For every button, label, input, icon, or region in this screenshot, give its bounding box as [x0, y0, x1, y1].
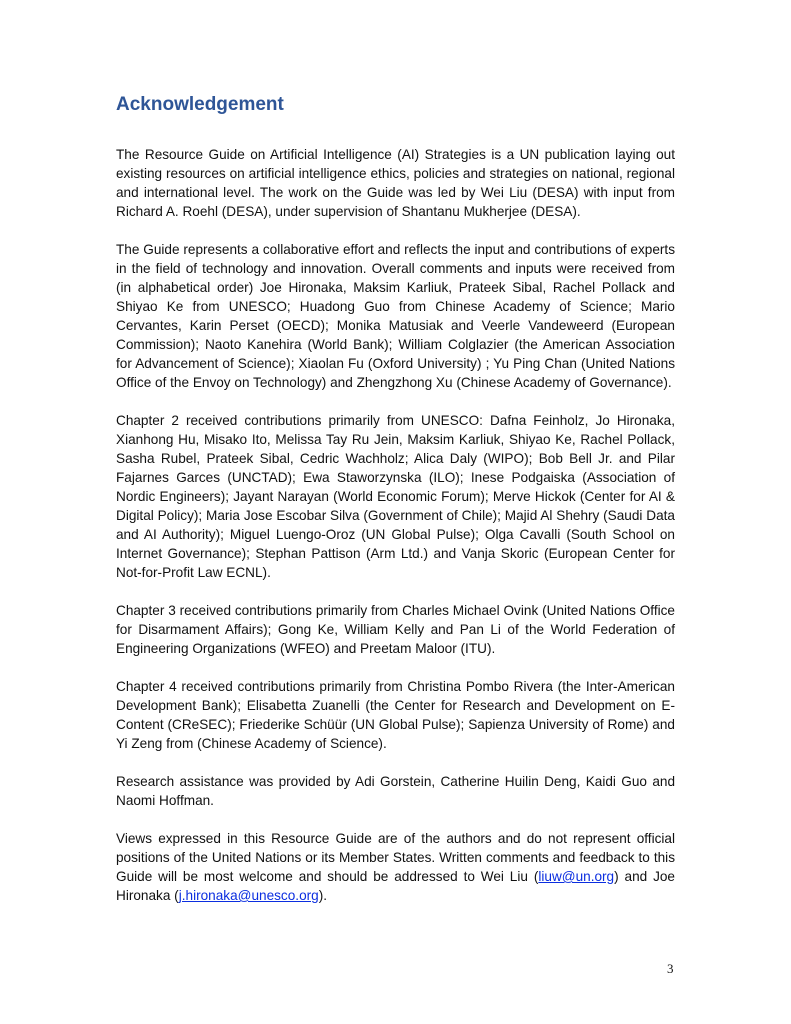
email-link-hironaka[interactable]: j.hironaka@unesco.org: [178, 888, 319, 903]
disclaimer-text-after: ).: [318, 888, 328, 903]
email-link-liuw[interactable]: liuw@un.org: [538, 869, 615, 884]
paragraph-intro: The Resource Guide on Artificial Intelligence (AI) Strategies is a UN publication laying out existing resources on artificial intelligence ethics, policies and strategies on national, regional and international level. The work on the Guide was led by Wei Liu (DESA) with input from Richard A. Roehl (DESA), under supervision of Shantanu Mukherjee (DESA).: [116, 147, 675, 219]
page-number: 3: [667, 961, 674, 976]
paragraph-chapter-4: Chapter 4 received contributions primarily from Christina Pombo Rivera (the Inter-American Development Bank); Elisabetta Zuanelli (the Center for Research and Development on E-Content (CReSEC); Friederike Schüür (UN Global Pulse); Sapienza University of Rome) and Yi Zeng from (Chinese Academy of Science).: [116, 679, 675, 751]
disclaimer-text-before: Views expressed in this Resource Guide are of the authors and do not represent official positions of the United Nations or its Member States. Written comments and feedback to this Guide will be most welcome and should be addressed to Wei Liu (: [116, 831, 675, 884]
paragraph-chapter-3: Chapter 3 received contributions primarily from Charles Michael Ovink (United Nations Office for Disarmament Affairs); Gong Ke, William Kelly and Pan Li of the World Federation of Engineering Organizations (WFEO) and Preetam Maloor (ITU).: [116, 603, 675, 656]
page-content: [116, 92, 675, 924]
paragraph-research-assistance: Research assistance was provided by Adi Gorstein, Catherine Huilin Deng, Kaidi Guo and Naomi Hoffman.: [116, 774, 675, 808]
paragraph-collaborators: The Guide represents a collaborative effort and reflects the input and contributions of experts in the field of technology and innovation. Overall comments and inputs were received from (in alphabetical order) Joe Hironaka, Maksim Karliuk, Prateek Sibal, Rachel Pollack and Shiyao Ke from UNESCO; Huadong Guo from Chinese Academy of Science; Mario Cervantes, Karin Perset (OECD); Monika Matusiak and Veerle Vandeweerd (European Commission); Naoto Kanehira (World Bank); William Colglazier (the American Association for Advancement of Science); Xiaolan Fu (Oxford University) ; Yu Ping Chan (United Nations Office of the Envoy on Technology) and Zhengzhong Xu (Chinese Academy of Governance).: [116, 242, 675, 390]
disclaimer-text-mid: ) and Joe Hironaka (: [116, 869, 675, 903]
paragraph-chapter-2: Chapter 2 received contributions primarily from UNESCO: Dafna Feinholz, Jo Hironaka, Xianhong Hu, Misako Ito, Melissa Tay Ru Jein, Maksim Karliuk, Shiyao Ke, Rachel Pollack, Sasha Rubel, Prateek Sibal, Cedric Wachholz; Alica Daly (WIPO); Bob Bell Jr. and Pilar Fajarnes Garces (UNCTAD); Ewa Staworzynska (ILO); Inese Podgaiska (Association of Nordic Engineers); Jayant Narayan (World Economic Forum); Merve Hickok (Center for AI & Digital Policy); Maria Jose Escobar Silva (Government of Chile); Majid Al Shehry (Saudi Data and AI Authority); Miguel Luengo-Oroz (UN Global Pulse); Olga Cavalli (South School on Internet Governance); Stephan Pattison (Arm Ltd.) and Vanja Skoric (European Center for Not-for-Profit Law ECNL).: [116, 413, 675, 580]
paragraph-disclaimer: [116, 829, 675, 905]
page-title: Acknowledgement: [116, 94, 284, 115]
